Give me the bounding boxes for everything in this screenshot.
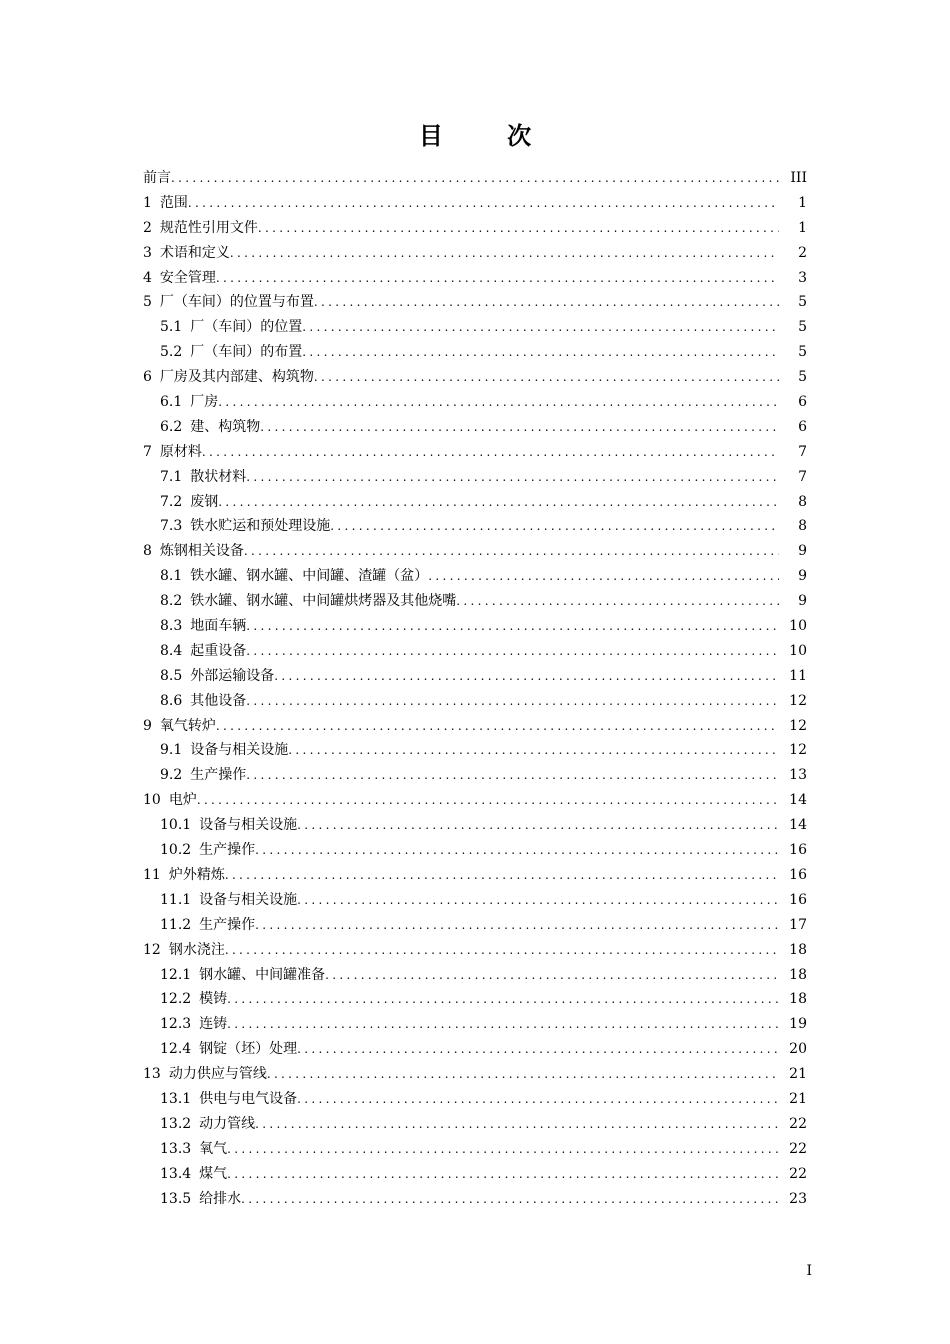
toc-entry-number: 13 (143, 1066, 161, 1083)
toc-leader-dots (297, 888, 779, 913)
toc-leader-dots (255, 1112, 779, 1137)
toc-entry-label: 生产操作 (190, 767, 247, 784)
toc-leader-dots (297, 1087, 779, 1112)
toc-entry-title (160, 763, 246, 788)
toc-entry-title (160, 1037, 297, 1062)
toc-entry-label: 氧气 (199, 1140, 228, 1157)
toc-leader-dots (225, 863, 779, 888)
toc-entry[interactable] (143, 1137, 807, 1162)
toc-entry-label: 厂（车间）的位置与布置 (159, 294, 314, 311)
toc-entry[interactable] (143, 1062, 807, 1087)
toc-leader-dots (255, 913, 779, 938)
toc-entry-label: 钢水罐、中间罐准备 (199, 966, 326, 983)
toc-entry-number: 8.6 (160, 692, 183, 709)
toc-entry-number: 13.1 (160, 1090, 192, 1107)
toc-entry-title (160, 913, 255, 938)
toc-entry[interactable] (143, 241, 807, 266)
toc-leader-dots (330, 514, 779, 539)
toc-leader-dots (314, 365, 779, 390)
toc-entry-number: 12.1 (160, 966, 192, 983)
toc-entry-page: 17 (789, 916, 807, 933)
toc-entry-title (143, 216, 258, 241)
toc-entry-title (160, 1187, 241, 1212)
toc-leader-dots (246, 639, 779, 664)
toc-entry-number: 3 (143, 244, 152, 261)
toc-entry-title (143, 290, 314, 315)
toc-entry-label: 模铸 (199, 991, 228, 1008)
toc-entry-label: 厂（车间）的布置 (190, 344, 303, 361)
toc-entry-page: 9 (798, 593, 807, 610)
toc-entry-number: 12.4 (160, 1041, 192, 1058)
toc-entry-page: 13 (789, 767, 807, 784)
toc-leader-dots (202, 440, 779, 465)
toc-leader-dots (227, 1012, 779, 1037)
toc-entry-number: 5.1 (160, 319, 183, 336)
toc-entry-title (160, 1112, 255, 1137)
toc-entry[interactable] (143, 440, 807, 465)
toc-leader-dots (314, 290, 779, 315)
toc-entry-page: 21 (789, 1066, 807, 1083)
toc-entry-title (143, 166, 171, 191)
toc-leader-dots (428, 564, 779, 589)
toc-entry-label: 炼钢相关设备 (159, 543, 244, 560)
toc-entry-title (143, 1062, 267, 1087)
toc-entry-title (160, 1137, 227, 1162)
toc-entry-label: 连铸 (199, 1016, 228, 1033)
toc-entry-title (160, 564, 428, 589)
toc-entry[interactable] (143, 1112, 807, 1137)
toc-leader-dots (288, 738, 779, 763)
toc-leader-dots (218, 390, 779, 415)
toc-entry-page: 7 (798, 468, 807, 485)
toc-entry-label: 动力管线 (199, 1115, 256, 1132)
toc-entry-title (143, 365, 314, 390)
toc-entry[interactable] (143, 589, 807, 614)
toc-entry-number: 7.2 (160, 493, 183, 510)
toc-entry-title (160, 315, 302, 340)
toc-entry-title (160, 664, 274, 689)
toc-entry[interactable] (143, 564, 807, 589)
toc-entry-title (143, 863, 225, 888)
toc-entry-label: 氧气转炉 (159, 717, 216, 734)
toc-entry-title (160, 490, 218, 515)
toc-entry-number: 8.2 (160, 593, 183, 610)
toc-entry-number: 10.2 (160, 842, 192, 859)
toc-entry-label: 安全管理 (159, 269, 216, 286)
toc-entry[interactable] (143, 1037, 807, 1062)
toc-entry-label: 建、构筑物 (190, 418, 261, 435)
page-number: I (806, 1263, 812, 1279)
toc-entry-page: 2 (798, 244, 807, 261)
toc-entry-number: 6 (143, 369, 152, 386)
toc-leader-dots (244, 539, 779, 564)
toc-entry-number: 4 (143, 269, 152, 286)
toc-leader-dots (297, 1037, 779, 1062)
toc-leader-dots (216, 714, 779, 739)
toc-entry-label: 术语和定义 (159, 244, 230, 261)
toc-entry-label: 设备与相关设施 (199, 817, 298, 834)
toc-entry-label: 厂房 (190, 394, 219, 411)
toc-leader-dots (267, 1062, 779, 1087)
toc-entry[interactable] (143, 664, 807, 689)
toc-entry-title (160, 514, 330, 539)
toc-entry[interactable] (143, 465, 807, 490)
toc-entry-number: 10.1 (160, 817, 192, 834)
toc-entry[interactable] (143, 415, 807, 440)
toc-entry-page: 16 (789, 866, 807, 883)
toc-entry-number: 9.2 (160, 767, 183, 784)
toc-entry-label: 设备与相关设施 (190, 742, 289, 759)
toc-entry[interactable] (143, 689, 807, 714)
toc-entry-label: 给排水 (199, 1190, 242, 1207)
toc-entry-page: 5 (798, 344, 807, 361)
toc-entry-page: 10 (789, 618, 807, 635)
toc-entry-title (160, 987, 227, 1012)
toc-leader-dots (246, 763, 779, 788)
toc-leader-dots (246, 614, 779, 639)
toc-entry-label: 铁水罐、钢水罐、中间罐、渣罐（盆） (190, 568, 429, 585)
toc-entry[interactable] (143, 539, 807, 564)
toc-entry[interactable] (143, 614, 807, 639)
toc-entry-page: 23 (789, 1190, 807, 1207)
toc-entry-label: 铁水罐、钢水罐、中间罐烘烤器及其他烧嘴 (190, 593, 457, 610)
toc-entry-title (143, 191, 188, 216)
toc-entry-page: 8 (798, 493, 807, 510)
toc-leader-dots (258, 216, 779, 241)
toc-entry-label: 供电与电气设备 (199, 1090, 298, 1107)
toc-entry-page: 14 (789, 792, 807, 809)
toc-entry-number: 2 (143, 219, 152, 236)
toc-entry-page: 5 (798, 294, 807, 311)
toc-entry-page: 12 (789, 717, 807, 734)
toc-entry[interactable] (143, 290, 807, 315)
toc-entry-page: 18 (789, 991, 807, 1008)
toc-entry[interactable] (143, 514, 807, 539)
toc-leader-dots (171, 166, 779, 191)
toc-entry-label: 动力供应与管线 (168, 1066, 267, 1083)
toc-leader-dots (197, 788, 779, 813)
toc-entry[interactable] (143, 863, 807, 888)
toc-entry-title (160, 1012, 227, 1037)
toc-entry-title (143, 266, 216, 291)
toc-entry-number: 8.3 (160, 618, 183, 635)
toc-entry-page: 10 (789, 642, 807, 659)
toc-entry[interactable] (143, 390, 807, 415)
toc-entry-page: 3 (798, 269, 807, 286)
toc-entry-label: 生产操作 (199, 916, 256, 933)
toc-entry[interactable] (143, 266, 807, 291)
toc-entry-label: 其他设备 (190, 692, 247, 709)
toc-leader-dots (246, 465, 779, 490)
page-title: 目 次 (418, 122, 560, 150)
toc-leader-dots (260, 415, 779, 440)
toc-leader-dots (302, 340, 779, 365)
toc-entry[interactable] (143, 191, 807, 216)
toc-leader-dots (230, 241, 779, 266)
toc-entry[interactable] (143, 738, 807, 763)
toc-entry-number: 8.4 (160, 642, 183, 659)
toc-entry-title (160, 838, 255, 863)
toc-entry-label: 钢水浇注 (168, 941, 225, 958)
toc-leader-dots (188, 191, 779, 216)
toc-entry-page: 1 (798, 194, 807, 211)
toc-entry-label: 规范性引用文件 (159, 219, 258, 236)
toc-entry-number: 9 (143, 717, 152, 734)
toc-entry-title (160, 589, 456, 614)
toc-entry-page: 9 (798, 543, 807, 560)
toc-leader-dots (227, 987, 779, 1012)
toc-entry-page: 22 (789, 1165, 807, 1182)
toc-entry-label: 外部运输设备 (190, 667, 275, 684)
toc-entry-title (160, 614, 246, 639)
toc-entry[interactable] (143, 639, 807, 664)
toc-entry-label: 电炉 (168, 792, 197, 809)
toc-entry-label: 散状材料 (190, 468, 247, 485)
toc-entry-label: 废钢 (190, 493, 219, 510)
toc-entry-title (160, 465, 246, 490)
toc-entry-number: 11 (143, 866, 161, 883)
toc-entry-page: 7 (798, 443, 807, 460)
toc-entry-number: 1 (143, 194, 152, 211)
toc-entry-label: 地面车辆 (190, 618, 247, 635)
toc-entry-label: 原材料 (159, 443, 202, 460)
toc-entry-page: 19 (789, 1016, 807, 1033)
toc-entry-label: 炉外精炼 (168, 866, 225, 883)
toc-leader-dots (227, 1137, 779, 1162)
toc-leader-dots (246, 689, 779, 714)
toc-entry-number: 6.2 (160, 418, 183, 435)
toc-entry-title (160, 639, 246, 664)
toc-entry[interactable] (143, 315, 807, 340)
toc-entry-title (160, 1087, 297, 1112)
toc-entry-number: 12 (143, 941, 161, 958)
toc-entry-title (160, 888, 297, 913)
toc-leader-dots (274, 664, 779, 689)
toc-entry-title (143, 714, 216, 739)
toc-entry-label: 厂（车间）的位置 (190, 319, 303, 336)
toc-entry-label: 前言 (143, 170, 171, 186)
toc-entry[interactable] (143, 888, 807, 913)
toc-entry[interactable] (143, 490, 807, 515)
toc-entry-label: 铁水贮运和预处理设施 (190, 518, 331, 535)
toc-entry-page: 21 (789, 1090, 807, 1107)
toc-entry-label: 设备与相关设施 (199, 891, 298, 908)
toc-entry-page: 18 (789, 941, 807, 958)
toc-entry[interactable] (143, 166, 807, 191)
toc-entry-page: 12 (789, 742, 807, 759)
toc-entry-number: 7.1 (160, 468, 183, 485)
toc-entry[interactable] (143, 813, 807, 838)
toc-leader-dots (241, 1187, 779, 1212)
toc-leader-dots (255, 838, 779, 863)
toc-entry-label: 厂房及其内部建、构筑物 (159, 369, 314, 386)
toc-entry[interactable] (143, 963, 807, 988)
toc-entry-number: 10 (143, 792, 161, 809)
toc-entry-page: 6 (798, 394, 807, 411)
toc-entry-page: III (790, 170, 807, 186)
toc-entry-number: 8.1 (160, 568, 183, 585)
toc-leader-dots (227, 1162, 779, 1187)
toc-entry[interactable] (143, 838, 807, 863)
toc-leader-dots (302, 315, 779, 340)
toc-entry-number: 5.2 (160, 344, 183, 361)
toc-entry-title (160, 738, 288, 763)
toc-entry[interactable] (143, 913, 807, 938)
toc-entry-title (143, 788, 197, 813)
toc-entry-number: 11.2 (160, 916, 192, 933)
toc-leader-dots (325, 963, 779, 988)
toc-entry-page: 5 (798, 369, 807, 386)
toc-entry-page: 20 (789, 1041, 807, 1058)
toc-entry-page: 5 (798, 319, 807, 336)
toc-entry[interactable] (143, 1162, 807, 1187)
toc-entry-page: 22 (789, 1140, 807, 1157)
toc-entry-page: 16 (789, 842, 807, 859)
toc-entry-title (143, 440, 202, 465)
toc-leader-dots (218, 490, 779, 515)
toc-entry-page: 12 (789, 692, 807, 709)
toc-entry-label: 煤气 (199, 1165, 228, 1182)
toc-leader-dots (216, 266, 779, 291)
toc-entry-title (160, 1162, 227, 1187)
toc-entry-title (143, 241, 230, 266)
toc-entry-title (160, 390, 218, 415)
toc-entry-number: 9.1 (160, 742, 183, 759)
toc-entry-title (143, 938, 225, 963)
toc-entry-title (143, 539, 244, 564)
toc-entry[interactable] (143, 987, 807, 1012)
toc-entry-page: 14 (789, 817, 807, 834)
toc-entry-page: 22 (789, 1115, 807, 1132)
toc-entry[interactable] (143, 763, 807, 788)
toc-entry[interactable] (143, 340, 807, 365)
toc-entry[interactable] (143, 788, 807, 813)
toc-entry-label: 范围 (159, 194, 188, 211)
table-of-contents (143, 166, 807, 1211)
toc-leader-dots (297, 813, 779, 838)
toc-entry-number: 8 (143, 543, 152, 560)
toc-entry-title (160, 689, 246, 714)
toc-entry-title (160, 340, 302, 365)
toc-entry[interactable] (143, 365, 807, 390)
toc-entry-page: 11 (789, 667, 807, 684)
toc-entry-number: 13.4 (160, 1165, 192, 1182)
toc-entry-page: 18 (789, 966, 807, 983)
toc-entry-page: 6 (798, 418, 807, 435)
toc-entry[interactable] (143, 1187, 807, 1212)
toc-entry-page: 9 (798, 568, 807, 585)
toc-entry[interactable] (143, 714, 807, 739)
toc-entry-number: 12.2 (160, 991, 192, 1008)
toc-entry-number: 7.3 (160, 518, 183, 535)
toc-entry-number: 8.5 (160, 667, 183, 684)
toc-entry-number: 7 (143, 443, 152, 460)
toc-leader-dots (456, 589, 779, 614)
toc-entry-page: 8 (798, 518, 807, 535)
toc-entry-label: 生产操作 (199, 842, 256, 859)
toc-entry-number: 6.1 (160, 394, 183, 411)
toc-entry-number: 13.5 (160, 1190, 192, 1207)
toc-entry[interactable] (143, 938, 807, 963)
toc-entry-number: 13.2 (160, 1115, 192, 1132)
toc-entry-title (160, 813, 297, 838)
toc-entry-number: 12.3 (160, 1016, 192, 1033)
toc-entry-number: 5 (143, 294, 152, 311)
toc-entry-number: 11.1 (160, 891, 192, 908)
toc-entry-label: 钢锭（坯）处理 (199, 1041, 298, 1058)
toc-entry-title (160, 415, 260, 440)
toc-entry-page: 1 (798, 219, 807, 236)
toc-entry-number: 13.3 (160, 1140, 192, 1157)
toc-entry[interactable] (143, 216, 807, 241)
toc-entry-page: 16 (789, 891, 807, 908)
toc-leader-dots (225, 938, 779, 963)
toc-entry-title (160, 963, 325, 988)
toc-entry[interactable] (143, 1087, 807, 1112)
toc-entry[interactable] (143, 1012, 807, 1037)
toc-entry-label: 起重设备 (190, 642, 247, 659)
